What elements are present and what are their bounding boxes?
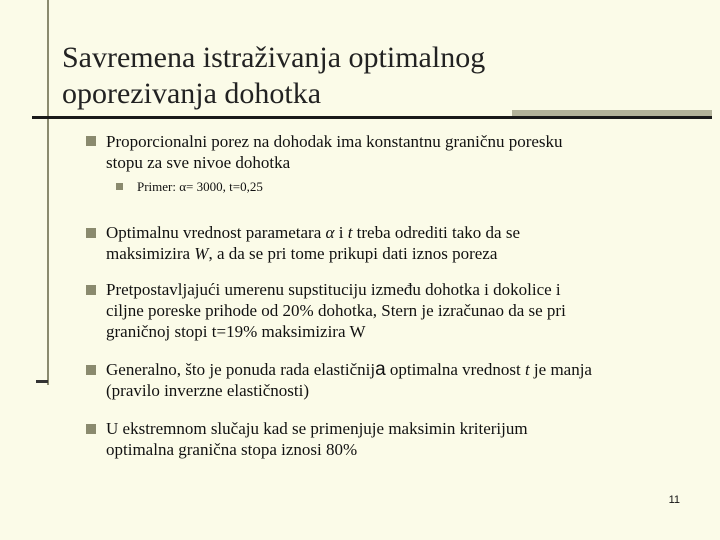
bullet-item-4 <box>106 359 696 401</box>
bullet-item-3 <box>106 279 696 342</box>
bullet-5-line-2: optimalna granična stopa iznosi 80% <box>106 440 358 459</box>
alpha-symbol: α <box>325 223 335 242</box>
text-run: , a da se pri tome prikupi dati iznos poreza <box>208 244 498 263</box>
bullet-5-line-1: U ekstremnom slučaju kad se primenjuje maksimin kriterijum <box>106 419 528 438</box>
text-run: je manja <box>529 360 592 379</box>
text-run: i <box>334 223 348 242</box>
bullet-3-line-1: Pretpostavljajući umerenu supstituciju između dohotka i dokolice i <box>106 280 561 299</box>
bullet-marker-3 <box>86 285 96 295</box>
bullet-4-line-2: (pravilo inverzne elastičnosti) <box>106 381 309 400</box>
text-run-sans: a <box>375 359 386 380</box>
text-run: treba odrediti tako da se <box>352 223 520 242</box>
bullet-3-line-3: graničnoj stopi t=19% maksimizira W <box>106 322 366 341</box>
w-symbol: W <box>194 244 209 263</box>
bullet-marker-5 <box>86 424 96 434</box>
title-line-2: oporezivanja dohotka <box>62 77 322 110</box>
bullet-item-5 <box>106 418 696 460</box>
bullet-4-line-1 <box>106 359 696 380</box>
bullet-1-line-1: Proporcionalni porez na dohodak ima konstantnu graničnu poresku <box>106 132 563 151</box>
t-symbol: t <box>524 360 530 379</box>
bullet-item-1 <box>106 131 696 173</box>
bullet-3-line-2: ciljne poreske prihode od 20% dohotka, Stern je izračunao da se pri <box>106 301 566 320</box>
bullet-marker-2 <box>86 228 96 238</box>
bullet-2-line-2 <box>106 243 696 264</box>
t-symbol: t <box>347 223 353 242</box>
title-line-1: Savremena istraživanja optimalnog <box>62 41 486 74</box>
text-run: maksimizira <box>106 244 195 263</box>
bullet-marker-4 <box>86 365 96 375</box>
sub-item-1: Primer: α= 3000, t=0,25 <box>137 179 263 194</box>
text-run: Optimalnu vrednost parametara <box>106 223 326 242</box>
bullet-1-line-2: stopu za sve nivoe dohotka <box>106 153 291 172</box>
bullet-2-line-1 <box>106 222 696 243</box>
text-run: optimalna vrednost <box>385 360 525 379</box>
text-run: Generalno, što je ponuda rada elastičnij <box>106 360 376 379</box>
page-number: 11 <box>668 494 680 506</box>
sub-bullet-marker-1 <box>116 183 123 190</box>
bullet-item-2 <box>106 222 696 264</box>
bullet-marker-1 <box>86 136 96 146</box>
